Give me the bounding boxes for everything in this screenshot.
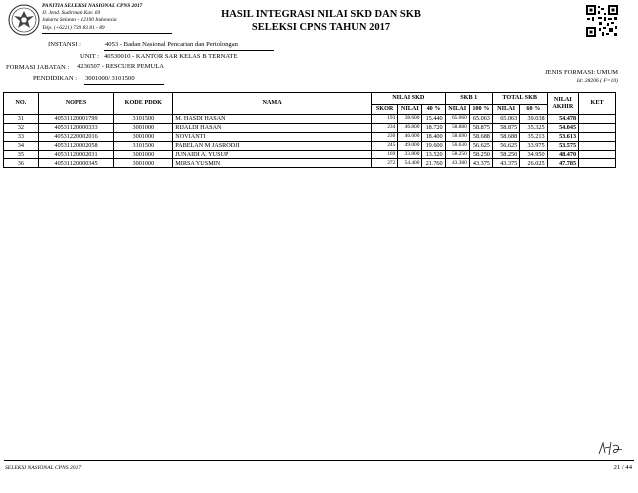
document-id: Id: 28206 ( F=10) bbox=[576, 78, 618, 84]
header-nama: NAMA bbox=[173, 93, 372, 115]
cell-skb-nilai: 58.880 bbox=[445, 123, 469, 132]
cell-nilai: 49.000 bbox=[398, 141, 422, 150]
title-line-2: SELEKSI CPNS TAHUN 2017 bbox=[251, 22, 391, 33]
cell-total-nilai: 58.875 bbox=[492, 123, 519, 132]
header-skor: SKOR bbox=[372, 105, 398, 115]
cell-p40: 19.600 bbox=[422, 141, 445, 150]
cell-nama: M. HASDI HASAN bbox=[173, 115, 372, 124]
cell-nopes: 40531120000345 bbox=[38, 159, 114, 168]
org-city: Jakarta Selatan - 12190 Indonesia bbox=[42, 17, 117, 24]
table-row bbox=[4, 132, 616, 141]
document-title bbox=[190, 8, 452, 34]
cell-p60: 39.038 bbox=[520, 115, 547, 124]
cell-skb-100: 56.625 bbox=[469, 141, 492, 150]
cell-p40: 18.720 bbox=[422, 123, 445, 132]
cell-nopes: 40531220002016 bbox=[38, 132, 114, 141]
cell-skb-100: 65.063 bbox=[469, 115, 492, 124]
cell-nopes: 40531120000333 bbox=[38, 123, 114, 132]
cell-skb-nilai: 58.690 bbox=[445, 132, 469, 141]
header-no: NO. bbox=[4, 93, 39, 115]
cell-skb-100: 43.375 bbox=[469, 159, 492, 168]
signature-mark bbox=[596, 438, 624, 458]
instansi-label: INSTANSI : bbox=[48, 41, 81, 48]
garuda-emblem-icon bbox=[8, 4, 40, 36]
header-total-60: 60 % bbox=[520, 105, 547, 115]
unit-label: UNIT : bbox=[80, 53, 100, 60]
cell-skb-nilai: 43.380 bbox=[445, 159, 469, 168]
cell-ket bbox=[579, 132, 616, 141]
title-line-1: HASIL INTEGRASI NILAI SKD DAN SKB bbox=[221, 9, 421, 20]
cell-nopes: 40531120001799 bbox=[38, 115, 114, 124]
cell-akhir: 48.470 bbox=[547, 150, 579, 159]
table-row bbox=[4, 123, 616, 132]
jenis-formasi: JENIS FORMASI: UMUM bbox=[545, 69, 618, 76]
cell-kode: 3101500 bbox=[114, 115, 173, 124]
page-number: 21 / 44 bbox=[613, 464, 632, 471]
cell-total-nilai: 43.375 bbox=[492, 159, 519, 168]
cell-nilai: 54.400 bbox=[398, 159, 422, 168]
cell-nilai: 33.800 bbox=[398, 150, 422, 159]
header-total-skb: TOTAL SKB bbox=[492, 93, 547, 105]
header-skb1-100: 100 % bbox=[469, 105, 492, 115]
cell-akhir: 54.045 bbox=[547, 123, 579, 132]
cell-kode: 3001000 bbox=[114, 150, 173, 159]
cell-nopes: 40531120002058 bbox=[38, 141, 114, 150]
cell-kode: 3001000 bbox=[114, 132, 173, 141]
cell-ket bbox=[579, 141, 616, 150]
header-skb1: SKB 1 bbox=[445, 93, 492, 105]
pendidikan-value: 3001000/ 3101500 bbox=[85, 75, 135, 82]
table-row bbox=[4, 115, 616, 124]
org-address: Jl. Jend. Sudirman Kav. 69 bbox=[42, 10, 101, 17]
instansi-underline bbox=[104, 50, 274, 51]
cell-skb-100: 58.250 bbox=[469, 150, 492, 159]
cell-skb-100: 58.875 bbox=[469, 123, 492, 132]
header-total-nilai: NILAI bbox=[492, 105, 519, 115]
footer-rule bbox=[4, 460, 634, 461]
cell-no: 33 bbox=[4, 132, 39, 141]
cell-no: 32 bbox=[4, 123, 39, 132]
header-nilai-akhir: NILAI AKHIR bbox=[547, 93, 579, 115]
cell-p60: 33.975 bbox=[520, 141, 547, 150]
cell-ket bbox=[579, 150, 616, 159]
cell-skor: 230 bbox=[372, 132, 398, 141]
cell-skb-nilai: 65.060 bbox=[445, 115, 469, 124]
pendidikan-underline bbox=[84, 84, 164, 85]
cell-no: 31 bbox=[4, 115, 39, 124]
cell-ket bbox=[579, 115, 616, 124]
cell-akhir: 53.613 bbox=[547, 132, 579, 141]
header-nopes: NOPES bbox=[38, 93, 114, 115]
cell-nama: JUNAIDI A. YUSUP bbox=[173, 150, 372, 159]
instansi-value: 4053 - Badan Nasional Pencarian dan Pertolongan bbox=[105, 41, 238, 48]
cell-p40: 18.400 bbox=[422, 132, 445, 141]
header-nilai-skd: NILAI SKD bbox=[372, 93, 446, 105]
org-phone: Telp. (+6221) 739 83 81 - 89 bbox=[42, 24, 105, 31]
qr-code-icon bbox=[585, 4, 619, 38]
cell-skor: 193 bbox=[372, 115, 398, 124]
cell-akhir: 53.575 bbox=[547, 141, 579, 150]
results-table bbox=[3, 92, 616, 168]
cell-ket bbox=[579, 159, 616, 168]
cell-total-nilai: 65.063 bbox=[492, 115, 519, 124]
cell-nama: MIRSA YUSMIN bbox=[173, 159, 372, 168]
cell-ket bbox=[579, 123, 616, 132]
cell-p60: 35.213 bbox=[520, 132, 547, 141]
cell-p40: 15.440 bbox=[422, 115, 445, 124]
org-underline bbox=[42, 33, 172, 34]
header-skd-nilai: NILAI bbox=[398, 105, 422, 115]
cell-nilai: 38.600 bbox=[398, 115, 422, 124]
cell-skor: 245 bbox=[372, 141, 398, 150]
cell-total-nilai: 58.250 bbox=[492, 150, 519, 159]
header-kode-pddk: KODE PDDK bbox=[114, 93, 173, 115]
cell-p40: 13.520 bbox=[422, 150, 445, 159]
cell-nilai: 46.000 bbox=[398, 132, 422, 141]
cell-skb-100: 58.688 bbox=[469, 132, 492, 141]
header-skd-40: 40 % bbox=[422, 105, 445, 115]
cell-p60: 26.025 bbox=[520, 159, 547, 168]
unit-value: 40530010 - KANTOR SAR KELAS B TERNATE bbox=[104, 53, 238, 60]
cell-total-nilai: 56.625 bbox=[492, 141, 519, 150]
footer-label: SELEKSI NASIONAL CPNS 2017 bbox=[5, 465, 82, 471]
cell-kode: 3101500 bbox=[114, 141, 173, 150]
org-name: PANITIA SELEKSI NASIONAL CPNS 2017 bbox=[42, 3, 143, 9]
cell-nama: PABELAN M JASRODJI bbox=[173, 141, 372, 150]
cell-skor: 169 bbox=[372, 150, 398, 159]
cell-no: 36 bbox=[4, 159, 39, 168]
organization-block bbox=[42, 3, 172, 34]
cell-p40: 21.760 bbox=[422, 159, 445, 168]
cell-nopes: 40531120002031 bbox=[38, 150, 114, 159]
table-row bbox=[4, 141, 616, 150]
pendidikan-label: PENDIDIKAN : bbox=[33, 75, 78, 82]
cell-skb-nilai: 56.630 bbox=[445, 141, 469, 150]
cell-kode: 3001000 bbox=[114, 159, 173, 168]
table-row bbox=[4, 150, 616, 159]
cell-nama: RIJALDI HASAN bbox=[173, 123, 372, 132]
cell-akhir: 47.785 bbox=[547, 159, 579, 168]
header-skb1-nilai: NILAI bbox=[445, 105, 469, 115]
cell-p60: 35.325 bbox=[520, 123, 547, 132]
cell-kode: 3001000 bbox=[114, 123, 173, 132]
cell-p60: 34.950 bbox=[520, 150, 547, 159]
formasi-value: 4236507 - RESCUER PEMULA bbox=[77, 63, 165, 70]
cell-akhir: 54.478 bbox=[547, 115, 579, 124]
cell-nama: NOVIANTI bbox=[173, 132, 372, 141]
cell-no: 34 bbox=[4, 141, 39, 150]
cell-no: 35 bbox=[4, 150, 39, 159]
cell-skor: 272 bbox=[372, 159, 398, 168]
cell-skor: 234 bbox=[372, 123, 398, 132]
formasi-label: FORMASI JABATAN : bbox=[6, 64, 70, 71]
header-ket: KET bbox=[579, 93, 616, 115]
cell-nilai: 46.800 bbox=[398, 123, 422, 132]
cell-skb-nilai: 58.250 bbox=[445, 150, 469, 159]
cell-total-nilai: 58.688 bbox=[492, 132, 519, 141]
table-row bbox=[4, 159, 616, 168]
